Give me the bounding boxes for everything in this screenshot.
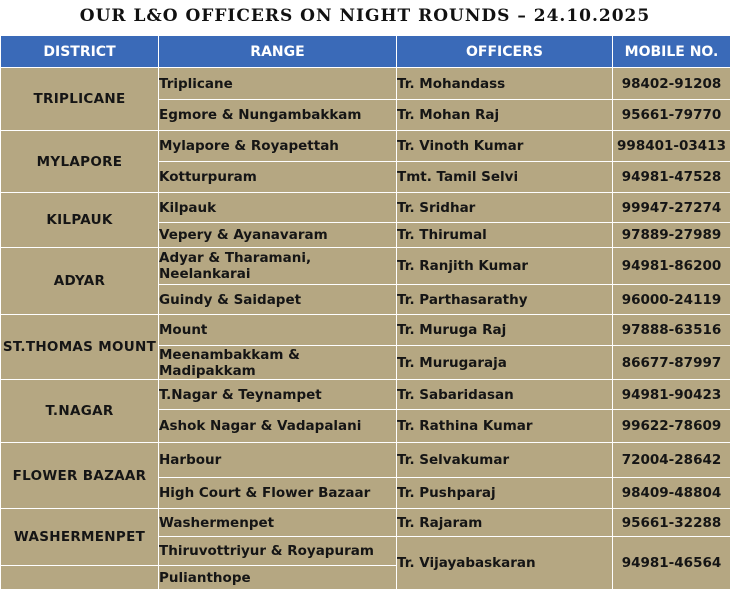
officer-cell: Tr. Vinoth Kumar — [397, 131, 613, 162]
mobile-cell: 98409-48804 — [613, 478, 730, 509]
range-cell: Triplicane — [159, 68, 397, 100]
table-row — [1, 248, 730, 285]
page-title: OUR L&O OFFICERS ON NIGHT ROUNDS – 24.10.2025 — [79, 6, 651, 26]
mobile-cell: 97888-63516 — [613, 315, 730, 346]
table-row — [1, 193, 730, 223]
mobile-cell: 94981-86200 — [613, 248, 730, 285]
range-cell: Adyar & Tharamani, Neelankarai — [159, 248, 397, 285]
table-row — [1, 315, 730, 346]
header-range: RANGE — [159, 36, 397, 68]
mobile-cell: 99947-27274 — [613, 193, 730, 223]
mobile-cell: 94981-46564 — [613, 537, 730, 590]
district-cell: ADYAR — [1, 248, 159, 315]
officer-cell: Tr. Mohan Raj — [397, 100, 613, 131]
officer-cell: Tr. Vijayabaskaran — [397, 537, 613, 590]
mobile-cell: 96000-24119 — [613, 285, 730, 315]
range-cell: High Court & Flower Bazaar — [159, 478, 397, 509]
header-officers: OFFICERS — [397, 36, 613, 68]
officer-cell: Tr. Thirumal — [397, 223, 613, 248]
range-cell: Egmore & Nungambakkam — [159, 100, 397, 131]
officer-cell: Tr. Sridhar — [397, 193, 613, 223]
mobile-cell: 98402-91208 — [613, 68, 730, 100]
officer-cell: Tr. Murugaraja — [397, 346, 613, 380]
mobile-cell: 95661-32288 — [613, 509, 730, 537]
district-cell: TRIPLICANE — [1, 68, 159, 131]
range-cell: Kilpauk — [159, 193, 397, 223]
officer-cell: Tr. Selvakumar — [397, 443, 613, 478]
range-cell: Ashok Nagar & Vadapalani — [159, 410, 397, 443]
officer-cell: Tmt. Tamil Selvi — [397, 162, 613, 193]
range-cell: Washermenpet — [159, 509, 397, 537]
table-row — [1, 509, 730, 537]
range-cell: Thiruvottriyur & Royapuram — [159, 537, 397, 566]
table-row — [1, 380, 730, 410]
header-mobile: MOBILE NO. — [613, 36, 730, 68]
officer-cell: Tr. Pushparaj — [397, 478, 613, 509]
officer-cell: Tr. Rajaram — [397, 509, 613, 537]
range-cell: Pulianthope — [159, 566, 397, 590]
district-cell: FLOWER BAZAAR — [1, 443, 159, 509]
range-cell: T.Nagar & Teynampet — [159, 380, 397, 410]
table-row — [1, 68, 730, 100]
district-cell: KILPAUK — [1, 193, 159, 248]
officer-cell: Tr. Rathina Kumar — [397, 410, 613, 443]
mobile-cell: 97889-27989 — [613, 223, 730, 248]
range-cell: Mylapore & Royapettah — [159, 131, 397, 162]
table-header-row — [1, 36, 730, 68]
district-cell: T.NAGAR — [1, 380, 159, 443]
officer-cell: Tr. Ranjith Kumar — [397, 248, 613, 285]
officers-table — [0, 35, 730, 590]
range-cell: Meenambakkam & Madipakkam — [159, 346, 397, 380]
mobile-cell: 72004-28642 — [613, 443, 730, 478]
mobile-cell: 86677-87997 — [613, 346, 730, 380]
officer-cell: Tr. Sabaridasan — [397, 380, 613, 410]
officer-cell: Tr. Parthasarathy — [397, 285, 613, 315]
mobile-cell: 94981-47528 — [613, 162, 730, 193]
district-cell: MYLAPORE — [1, 131, 159, 193]
district-cell: WASHERMENPET — [1, 509, 159, 566]
mobile-cell: 99622-78609 — [613, 410, 730, 443]
mobile-cell: 998401-03413 — [613, 131, 730, 162]
mobile-cell: 95661-79770 — [613, 100, 730, 131]
officer-cell: Tr. Muruga Raj — [397, 315, 613, 346]
table-row — [1, 131, 730, 162]
range-cell: Mount — [159, 315, 397, 346]
header-district: DISTRICT — [1, 36, 159, 68]
officer-cell: Tr. Mohandass — [397, 68, 613, 100]
mobile-cell: 94981-90423 — [613, 380, 730, 410]
district-cell — [1, 566, 159, 590]
district-cell: ST.THOMAS MOUNT — [1, 315, 159, 380]
range-cell: Harbour — [159, 443, 397, 478]
range-cell: Guindy & Saidapet — [159, 285, 397, 315]
range-cell: Kotturpuram — [159, 162, 397, 193]
range-cell: Vepery & Ayanavaram — [159, 223, 397, 248]
table-row — [1, 443, 730, 478]
